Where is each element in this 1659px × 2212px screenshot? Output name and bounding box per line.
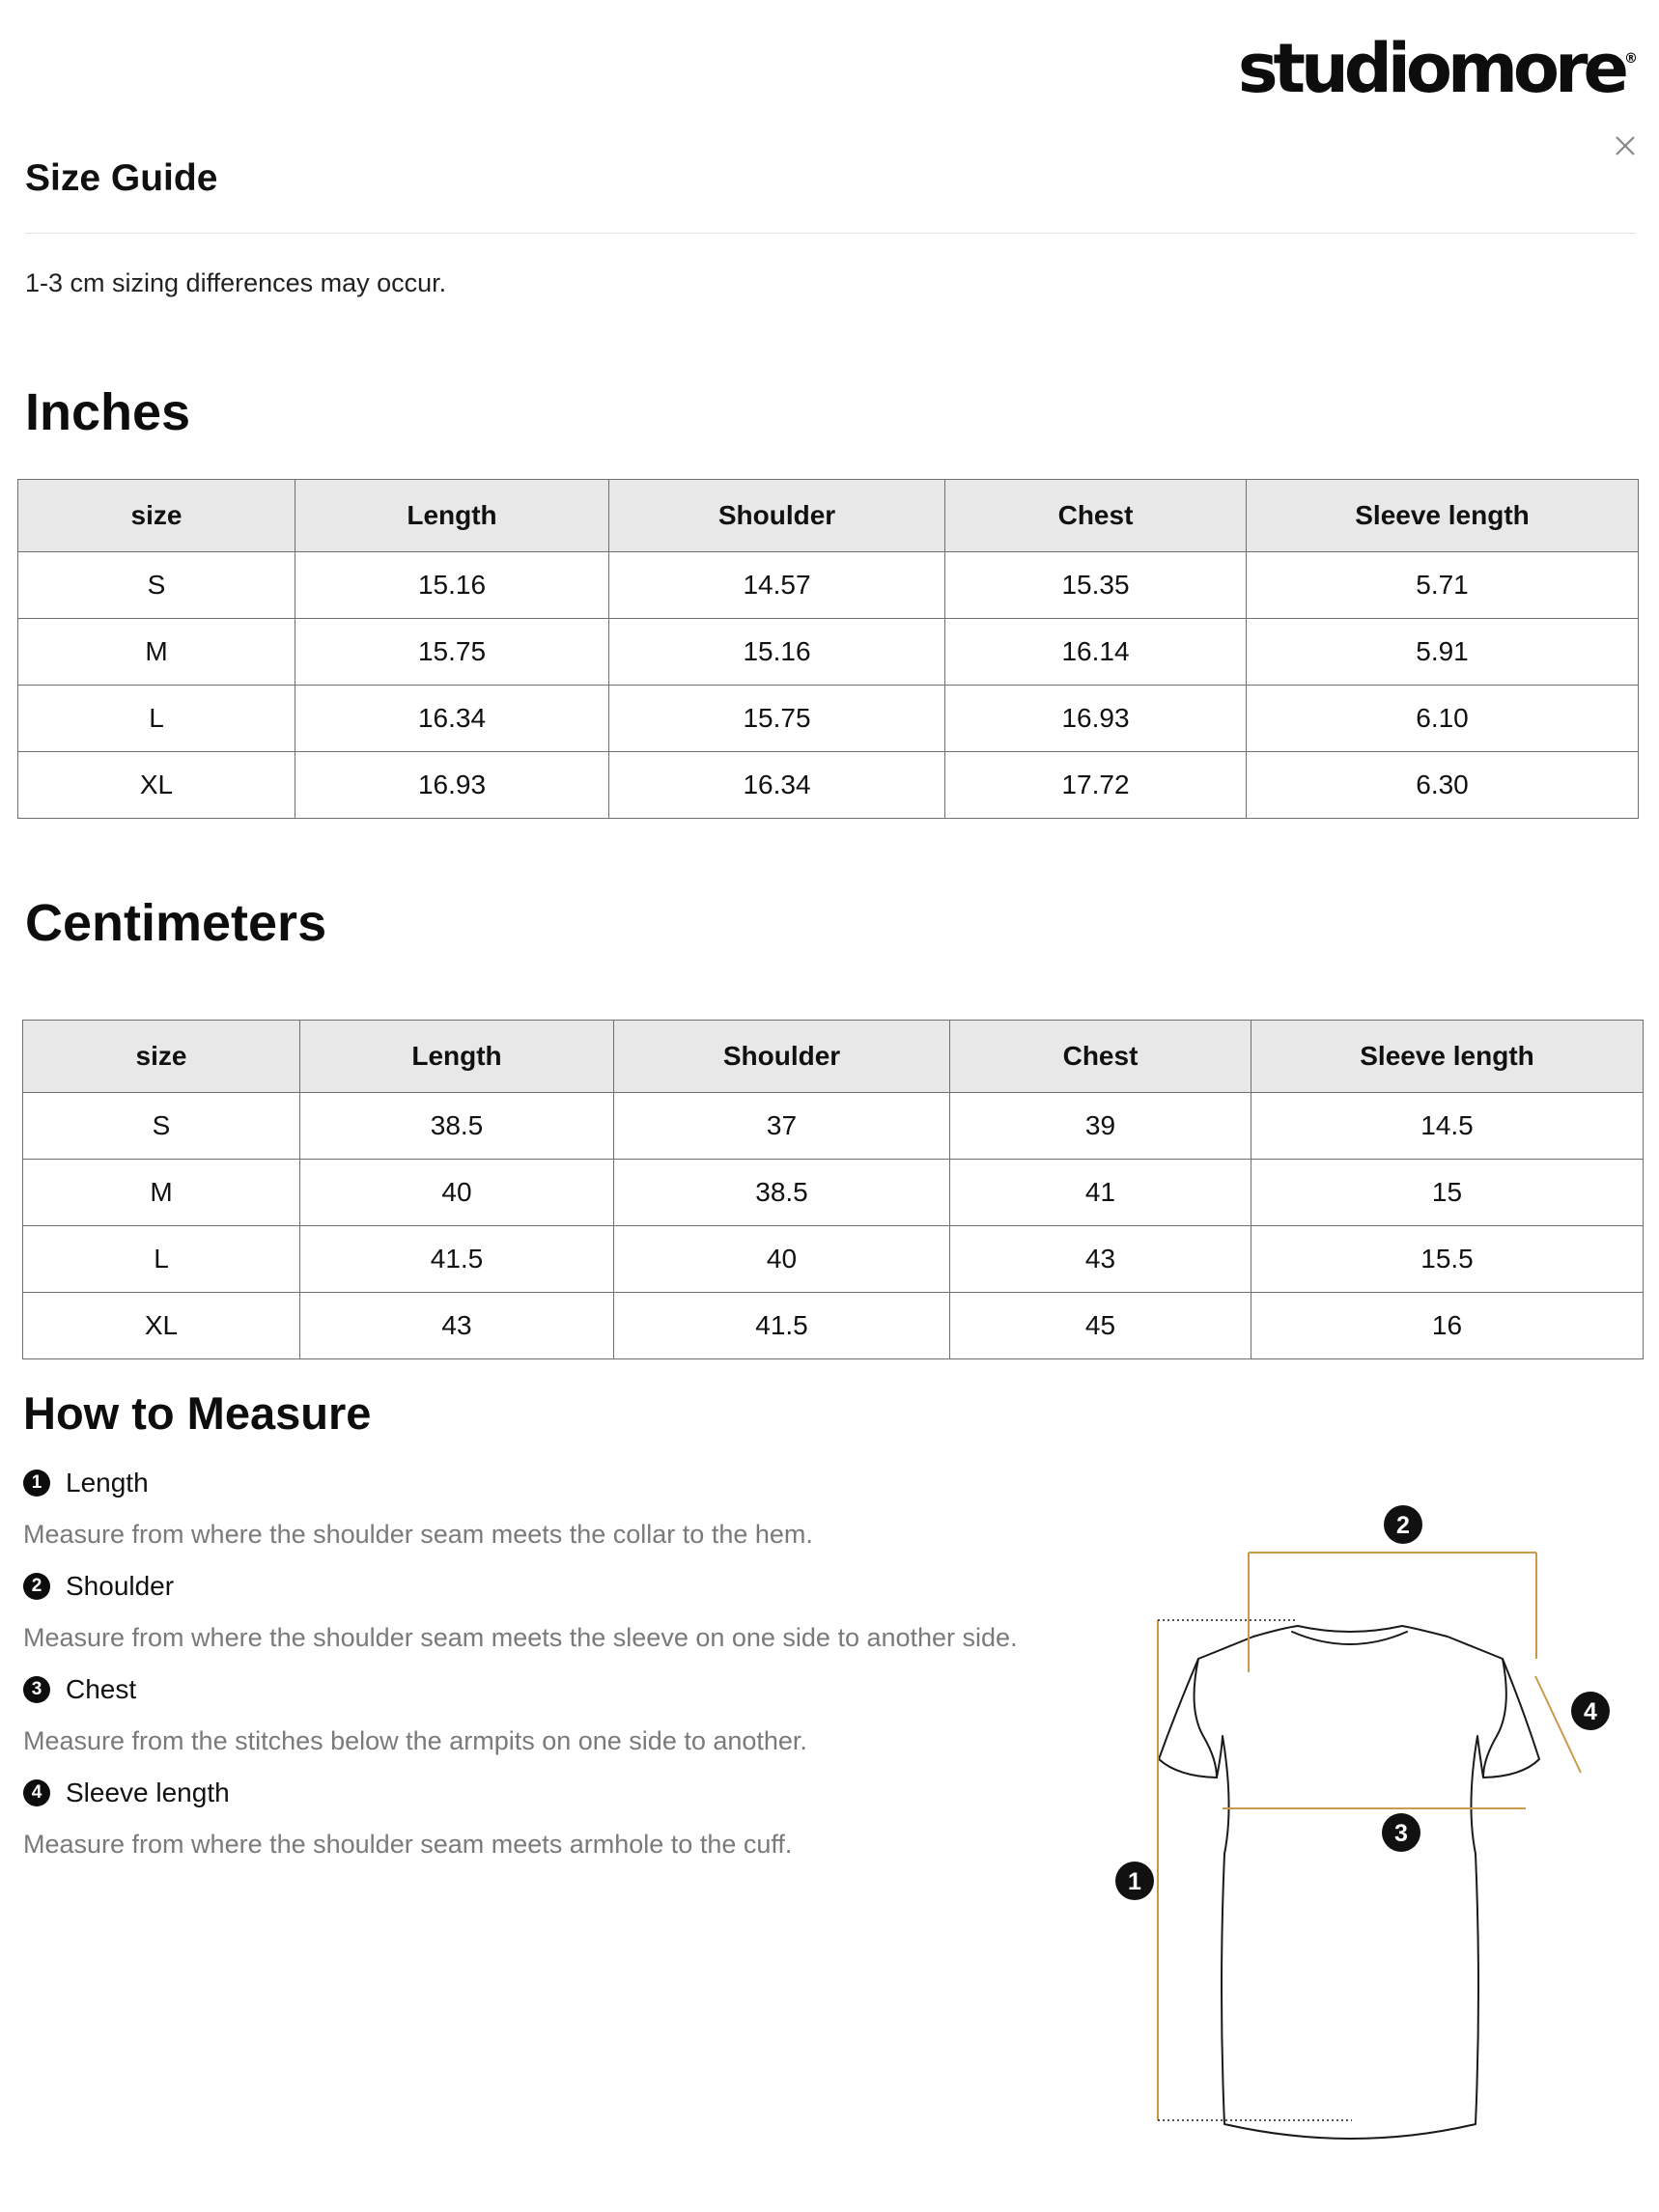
table-row [23,1226,1644,1293]
cell-chest: 41 [950,1160,1251,1226]
step-description: Measure from where the shoulder seam meets armhole to the cuff. [23,1830,793,1859]
step-description: Measure from where the shoulder seam meets the sleeve on one side to another side. [23,1623,1018,1652]
cell-shoulder: 16.34 [609,752,945,819]
cell-chest: 15.35 [945,552,1247,619]
cell-length: 40 [300,1160,614,1226]
table-row [23,1093,1644,1160]
column-header-chest: Chest [950,1021,1251,1093]
cell-shoulder: 41.5 [614,1293,950,1359]
cell-shoulder: 14.57 [609,552,945,619]
dotted-guides [1158,1620,1352,2120]
cell-sleeve-length: 15.5 [1251,1226,1644,1293]
cell-chest: 17.72 [945,752,1247,819]
brand-logo: studiomore® [1237,29,1638,108]
cell-sleeve-length: 5.91 [1247,619,1639,686]
table-row [18,552,1639,619]
centimeters-title: Centimeters [25,894,327,952]
number-one-icon: 1 [23,1470,50,1497]
tshirt-outline-icon [1159,1626,1539,2139]
cell-chest: 45 [950,1293,1251,1359]
table-row [23,1160,1644,1226]
cell-size: XL [18,752,295,819]
step-chest [23,1674,136,1705]
cell-length: 15.75 [295,619,609,686]
table-header-row [18,480,1639,552]
step-label: Length [66,1468,149,1498]
how-to-measure-title: How to Measure [23,1387,372,1439]
cell-chest: 16.93 [945,686,1247,752]
column-header-length: Length [295,480,609,552]
cell-chest: 43 [950,1226,1251,1293]
close-icon[interactable] [1611,131,1640,160]
cell-sleeve-length: 14.5 [1251,1093,1644,1160]
tshirt-measurement-diagram [1062,1487,1642,2153]
table-row [18,752,1639,819]
cell-length: 41.5 [300,1226,614,1293]
table-row [18,686,1639,752]
step-label: Sleeve length [66,1778,230,1807]
number-marker-four-icon [1571,1692,1610,1730]
cell-shoulder: 37 [614,1093,950,1160]
page-title: Size Guide [25,157,218,199]
cell-size: S [23,1093,300,1160]
column-header-sleeve-length: Sleeve length [1251,1021,1644,1093]
cell-sleeve-length: 6.10 [1247,686,1639,752]
number-two-icon: 2 [23,1573,50,1600]
cell-sleeve-length: 15 [1251,1160,1644,1226]
svg-text:1: 1 [1128,1868,1141,1895]
cell-shoulder: 40 [614,1226,950,1293]
column-header-shoulder: Shoulder [609,480,945,552]
column-header-size: size [23,1021,300,1093]
number-marker-one-icon [1115,1862,1154,1900]
number-marker-three-icon [1382,1813,1420,1852]
cell-length: 16.93 [295,752,609,819]
cell-shoulder: 38.5 [614,1160,950,1226]
table-row [18,619,1639,686]
table-row [23,1293,1644,1359]
divider [25,233,1636,234]
cell-shoulder: 15.16 [609,619,945,686]
step-description: Measure from the stitches below the armpits on one side to another. [23,1726,807,1755]
step-length [23,1468,149,1498]
cell-chest: 39 [950,1093,1251,1160]
number-four-icon: 4 [23,1779,50,1806]
inches-table [17,479,1639,819]
column-header-size: size [18,480,295,552]
step-label: Shoulder [66,1571,175,1601]
cell-length: 15.16 [295,552,609,619]
sizing-note: 1-3 cm sizing differences may occur. [25,268,447,297]
cell-size: S [18,552,295,619]
cell-chest: 16.14 [945,619,1247,686]
cell-size: M [18,619,295,686]
cell-length: 43 [300,1293,614,1359]
cell-size: L [23,1226,300,1293]
column-header-length: Length [300,1021,614,1093]
number-marker-two-icon [1384,1505,1422,1544]
cell-size: M [23,1160,300,1226]
svg-text:4: 4 [1584,1698,1597,1725]
step-label: Chest [66,1674,137,1704]
cell-sleeve-length: 5.71 [1247,552,1639,619]
number-three-icon: 3 [23,1676,50,1703]
step-sleeve-length [23,1778,230,1808]
table-header-row [23,1021,1644,1093]
cell-length: 16.34 [295,686,609,752]
centimeters-table [22,1020,1644,1359]
cell-size: XL [23,1293,300,1359]
column-header-chest: Chest [945,480,1247,552]
column-header-shoulder: Shoulder [614,1021,950,1093]
cell-sleeve-length: 16 [1251,1293,1644,1359]
cell-shoulder: 15.75 [609,686,945,752]
cell-sleeve-length: 6.30 [1247,752,1639,819]
cell-length: 38.5 [300,1093,614,1160]
svg-text:2: 2 [1396,1512,1410,1539]
cell-size: L [18,686,295,752]
step-description: Measure from where the shoulder seam meets the collar to the hem. [23,1520,813,1549]
svg-text:3: 3 [1394,1820,1408,1847]
column-header-sleeve-length: Sleeve length [1247,480,1639,552]
inches-title: Inches [25,383,191,441]
step-shoulder [23,1571,174,1602]
